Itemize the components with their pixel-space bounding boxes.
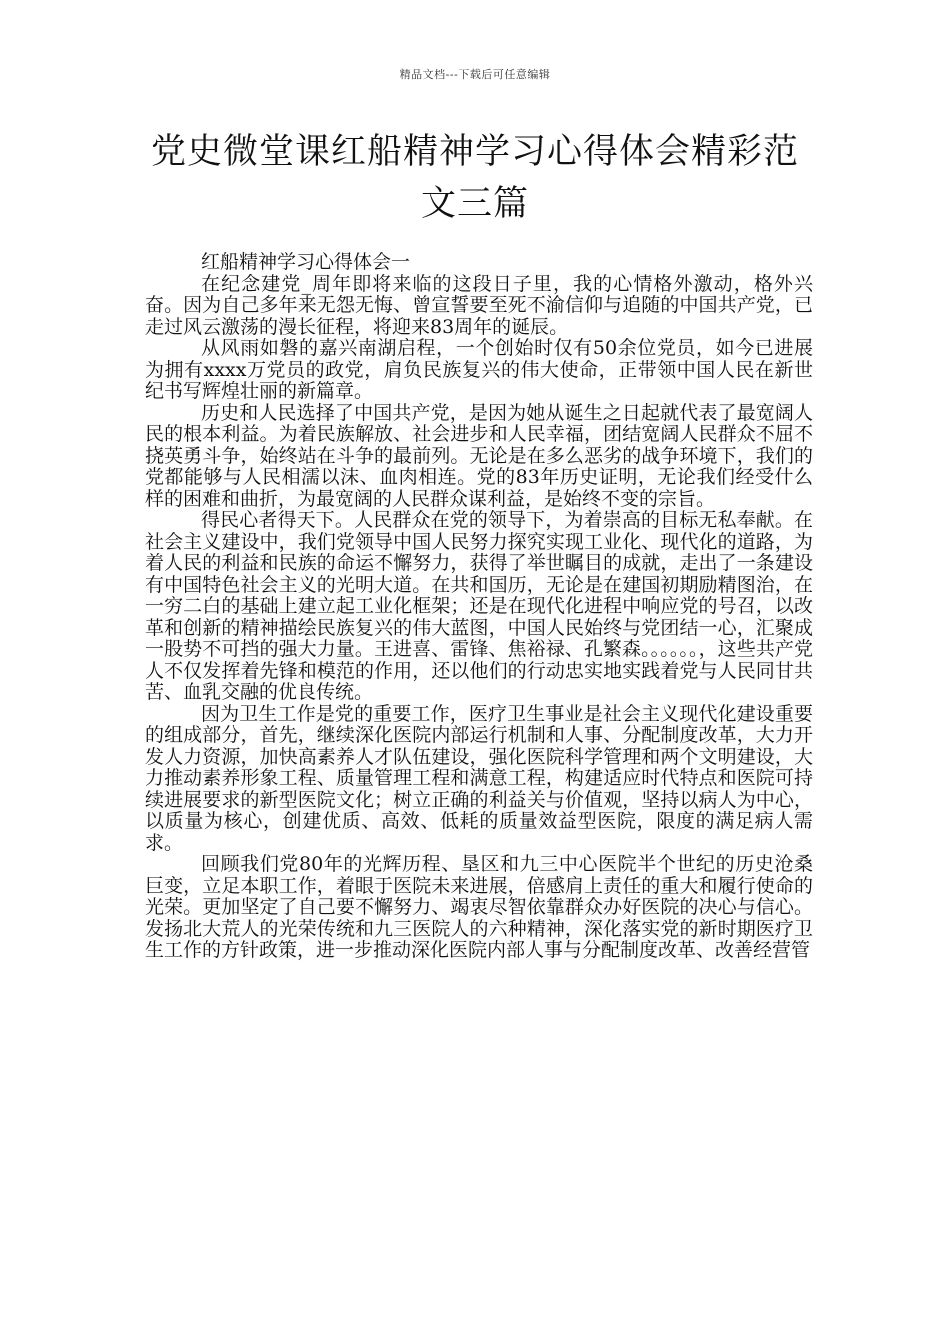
paragraph: 从风雨如磐的嘉兴南湖启程，一个创始时仅有50余位党员，如今已进展为拥有xxxx万党员的政党，肩负民族复兴的伟大使命，正带领中国人民在新世纪书写辉煌壮丽的新篇章。 <box>145 337 813 402</box>
paragraph: 在纪念建党_周年即将来临的这段日子里，我的心情格外激动，格外兴奋。因为自己多年来无怨无悔、曾宣誓要至死不渝信仰与追随的中国共产党，已走过风云激荡的漫长征程，将迎来83周年的诞辰。 <box>145 272 813 338</box>
document-title: 党史微堂课红船精神学习心得体会精彩范文三篇 <box>150 132 799 224</box>
paragraph: 因为卫生工作是党的重要工作，医疗卫生事业是社会主义现代化建设重要的组成部分，首先，继续深化医院内部运行机制和人事、分配制度改革，大力开发人力资源，加快高素养人才队伍建设，强化医院科学管理和两个文明建设，大力推动素养形象工程、质量管理工程和满意工程，构建适应时代特点和医院可持续进展要求的新型医院文化；树立正确的利益关与价值观，坚持以病人为中心，以质量为核心，创建优质、高效、低耗的质量效益型医院，限度的满足病人需求。 <box>145 702 813 854</box>
document-body <box>145 252 813 962</box>
header-note: 精品文档---下载后可任意编辑 <box>399 68 551 81</box>
paragraph: 回顾我们党80年的光辉历程、垦区和九三中心医院半个世纪的历史沧桑巨变，立足本职工作，着眼于医院未来进展，倍感肩上责任的重大和履行使命的光荣。更加坚定了自己要不懈努力、竭衷尽智依靠群众办好医院的决心与信心。发扬北大荒人的光荣传统和九三医院人的六种精神，深化落实党的新时期医疗卫生工作的方针政策，进一步推动深化医院内部人事与分配制度改革、改善经营管 <box>145 853 813 961</box>
paragraph: 得民心者得天下。人民群众在党的领导下，为着崇高的目标无私奉献。在社会主义建设中，我们党领导中国人民努力探究实现工业化、现代化的道路，为着人民的利益和民族的命运不懈努力，获得了举世瞩目的成就，走出了一条建设有中国特色社会主义的光明大道。在共和国历，无论是在建国初期励精图治，在一穷二白的基础上建立起工业化框架；还是在现代化进程中响应党的号召，以改革和创新的精神描绘民族复兴的伟大蓝图，中国人民始终与党团结一心，汇聚成一股势不可挡的强大力量。王进喜、雷锋、焦裕禄、孔繁森。。。。。。，这些共产党人不仅发挥着先锋和模范的作用，还以他们的行动忠实地实践着党与人民同甘共苦、血乳交融的优良传统。 <box>145 509 813 703</box>
section-heading: 红船精神学习心得体会一 <box>201 251 411 273</box>
paragraph: 历史和人民选择了中国共产党，是因为她从诞生之日起就代表了最宽阔人民的根本利益。为着民族解放、社会进步和人民幸福，团结宽阔人民群众不屈不挠英勇斗争，始终站在斗争的最前列。无论是在多么恶劣的战争环境下，我们的党都能够与人民相濡以沫、血肉相连。党的83年历史证明，无论我们经受什么样的困难和曲折，为最宽阔的人民群众谋利益，是始终不变的宗旨。 <box>145 401 813 510</box>
